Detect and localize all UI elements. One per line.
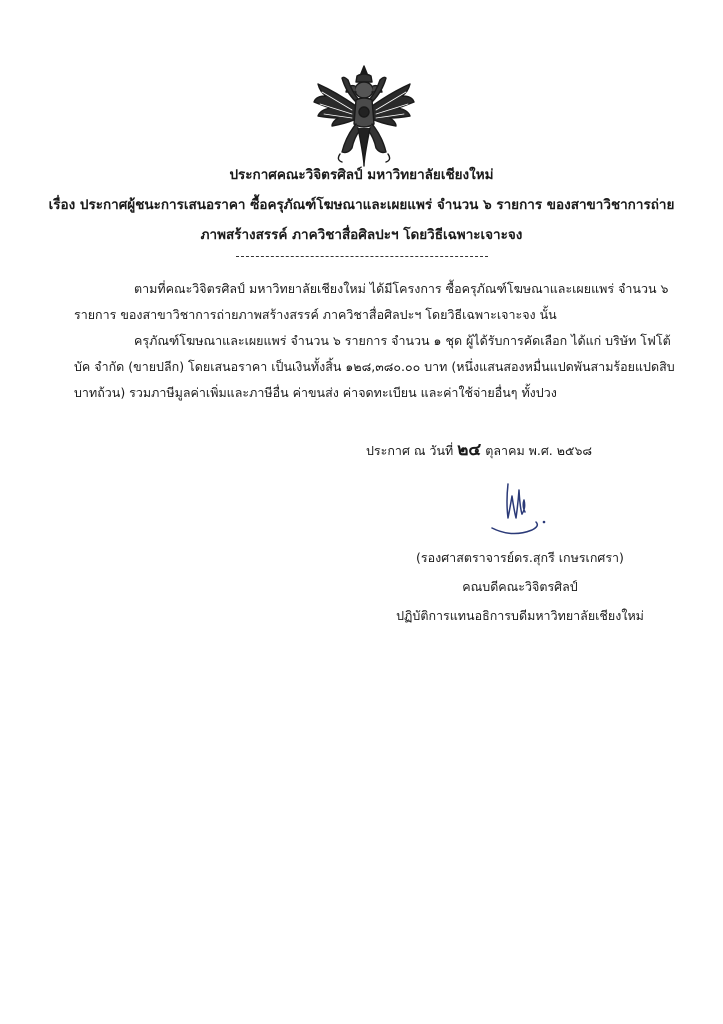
signatory-position: คณบดีคณะวิจิตรศิลป์ bbox=[462, 579, 578, 594]
subject-line-1: เรื่อง ประกาศผู้ชนะการเสนอราคา ซื้อครุภัณฑ์โฆษณาและเผยแพร่ จำนวน ๖ รายการ ของสาขาวิชาการถ่าย bbox=[48, 197, 675, 213]
separator-line bbox=[236, 256, 488, 257]
signatory-acting-role: ปฏิบัติการแทนอธิการบดีมหาวิทยาลัยเชียงใหม่ bbox=[396, 608, 644, 623]
date-month-year: ตุลาคม พ.ศ. ๒๕๖๘ bbox=[485, 443, 593, 458]
handwritten-signature bbox=[478, 478, 560, 548]
subject-line-2: ภาพสร้างสรรค์ ภาควิชาสื่อศิลปะฯ โดยวิธีเฉพาะเจาะจง bbox=[200, 227, 523, 243]
announcement-date bbox=[366, 436, 592, 463]
paragraph-1-line-2: รายการ ของสาขาวิชาการถ่ายภาพสร้างสรรค์ ภาควิชาสื่อศิลปะฯ โดยวิธีเฉพาะเจาะจง นั้น bbox=[74, 307, 557, 322]
paragraph-2-line-2: บัค จำกัด (ขายปลีก) โดยเสนอราคา เป็นเงินทั้งสิ้น ๑๒๘,๓๘๐.๐๐ บาท (หนึ่งแสนสองหมื่นแปดพันสามร้อยแปดสิบ bbox=[74, 359, 675, 374]
date-day: ๒๔ bbox=[457, 440, 482, 460]
signatory-name: (รองศาสตราจารย์ดร.สุกรี เกษรเกศรา) bbox=[416, 550, 624, 565]
paragraph-1-line-1: ตามที่คณะวิจิตรศิลป์ มหาวิทยาลัยเชียงใหม่ ได้มีโครงการ ซื้อครุภัณฑ์โฆษณาและเผยแพร่ จำนวน ๖ bbox=[134, 281, 669, 296]
announcement-title: ประกาศคณะวิจิตรศิลป์ มหาวิทยาลัยเชียงใหม่ bbox=[229, 167, 494, 183]
paragraph-2-line-3: บาทถ้วน) รวมภาษีมูลค่าเพิ่มและภาษีอื่น ค่าขนส่ง ค่าจดทะเบียน และค่าใช้จ่ายอื่นๆ ทั้งปวง bbox=[74, 385, 557, 400]
paragraph-2-line-1: ครุภัณฑ์โฆษณาและเผยแพร่ จำนวน ๖ รายการ จำนวน ๑ ชุด ผู้ได้รับการคัดเลือก ได้แก่ บริษัท โฟโต้ bbox=[134, 333, 671, 348]
date-prefix: ประกาศ ณ วันที่ bbox=[366, 443, 454, 458]
garuda-emblem bbox=[312, 62, 416, 170]
